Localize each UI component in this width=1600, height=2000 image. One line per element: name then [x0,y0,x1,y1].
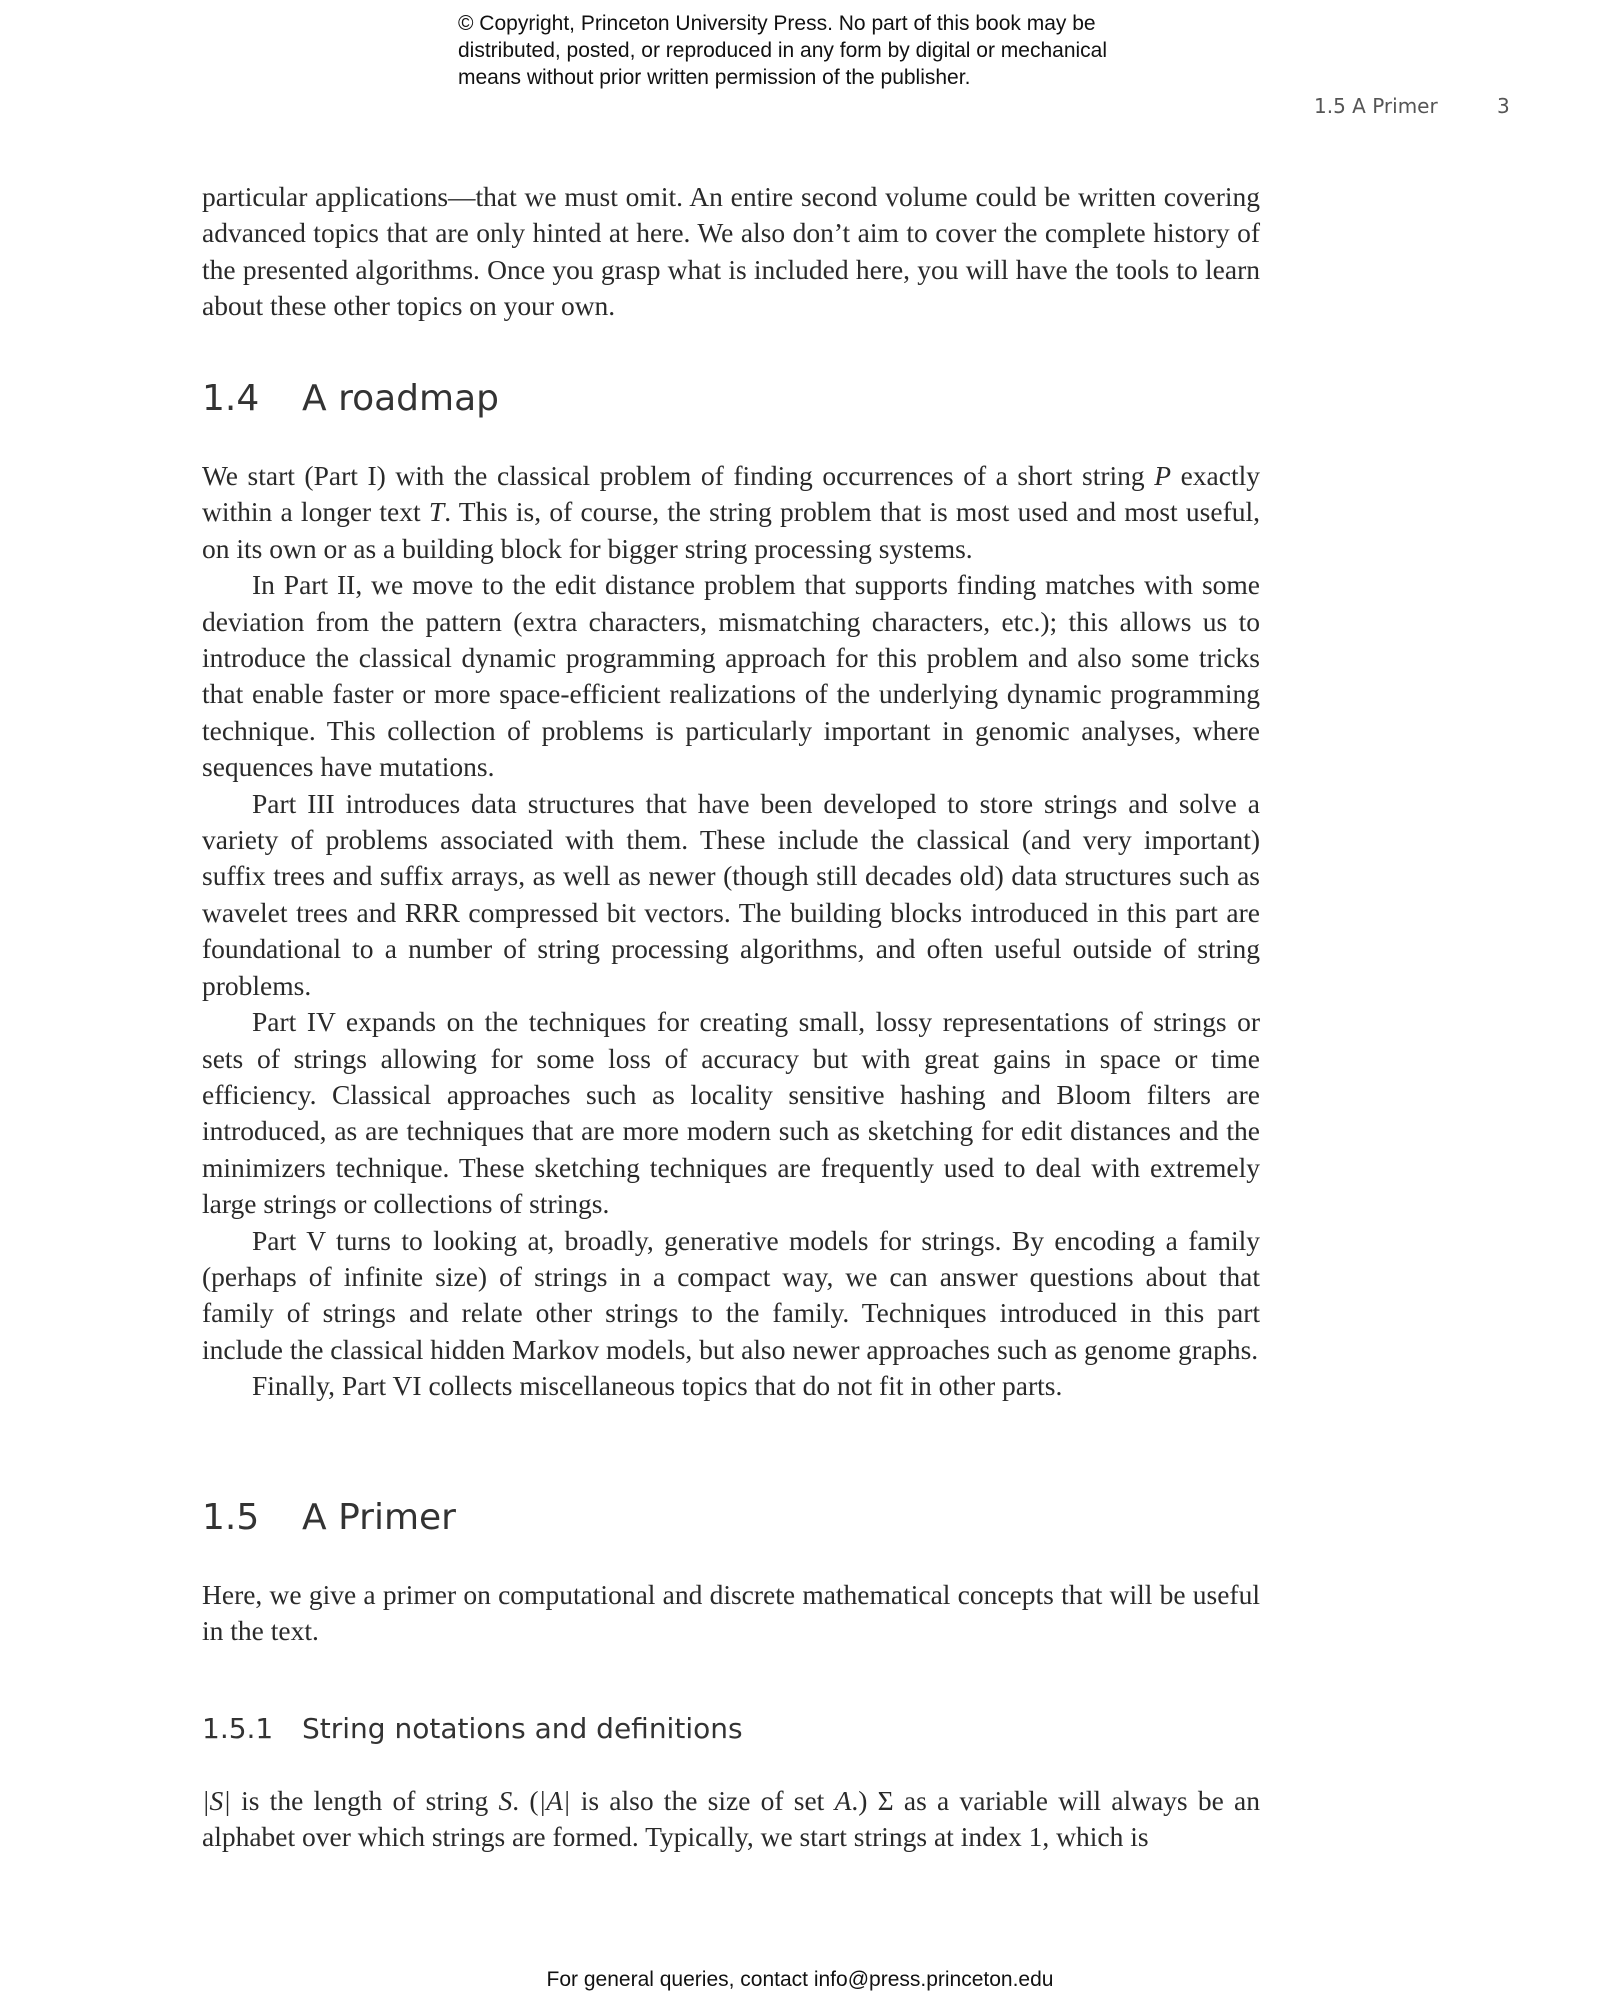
subsection-number: 1.5.1 [202,1712,274,1745]
variable-t: T [428,496,445,528]
footer-contact: For general queries, contact info@press.princeton.edu [546,1968,1054,1991]
variable-a: A [834,1785,852,1816]
section-title: A Primer [302,1497,456,1538]
intro-paragraph: particular applications—that we must omit. An entire second volume could be written covering advanced topics that are only hinted at here. We also don’t aim to cover the complete history of the presented algorithms. Once you grasp what is included here, you will have the tools to learn about these other topics on your own. [202,181,1260,322]
copyright-line: © Copyright, Princeton University Press. No part of this book may be [458,12,1096,35]
intro-block [202,179,1260,325]
subsection-title: String notations and definitions [302,1712,743,1745]
running-head-section: 1.5 A Primer [1314,94,1438,118]
variable-s: S [498,1785,513,1816]
primer-block [202,1577,1260,1650]
copyright-line: means without prior written permission of the publisher. [458,66,971,89]
text-run: We start (Part I) with the classical problem of finding occurrences of a short string [202,460,1155,491]
primer-paragraph: Here, we give a primer on computational and discrete mathematical concepts that will be useful in the text. [202,1579,1260,1647]
copyright-notice [458,10,1218,91]
section-heading-roadmap [202,378,499,419]
section-heading-primer [202,1497,456,1538]
roadmap-paragraph-3: Part III introduces data structures that have been developed to store strings and solve a variety of problems associated with them. These include the classical (and very important) suffix trees and suffix arrays, as well as newer (though still decades old) data structures such as wavelet trees and RRR compressed bit vectors. The building blocks introduced in this part are foundational to a number of string processing algorithms, and often useful outside of string problems. [202,787,1260,1001]
roadmap-block [202,458,1260,1405]
abs-a: |A| [538,1785,571,1816]
section-number: 1.5 [202,1497,260,1538]
page-number: 3 [1497,94,1510,118]
text-run: . ( [512,1785,539,1816]
roadmap-paragraph-4: Part IV expands on the techniques for creating small, lossy representations of strings or sets of strings allowing for some loss of accuracy but with great gains in space or time efficiency. Classical approaches such as locality sensitive hashing and Bloom filters are introduced, as are techniques that are more modern such as sketching for edit distances and the minimizers technique. These sketching techniques are frequently used to deal with extremely large strings or collections of strings. [202,1006,1260,1220]
text-run: exactly within a longer text [202,460,1260,528]
subsection-heading-strings [202,1712,743,1745]
roadmap-paragraph-6: Finally, Part VI collects miscellaneous topics that do not fit in other parts. [252,1370,1063,1402]
text-run: . This is, of course, the string problem that is most used and most useful, on its own or as a building block for bigger string processing systems. [202,496,1260,564]
roadmap-paragraph-5: Part V turns to looking at, broadly, generative models for strings. By encoding a family (perhaps of infinite size) of strings in a compact way, we can answer questions about that family of strings and relate other strings to the family. Techniques introduced in this part include the classical hidden Markov models, but also newer approaches such as genome graphs. [202,1224,1260,1365]
abs-s: |S| [202,1785,231,1816]
copyright-line: distributed, posted, or reproduced in any form by digital or mechanical [458,39,1108,62]
strings-paragraph [202,1783,1260,1856]
strings-block [202,1783,1260,1856]
text-run: is also the size of set [570,1785,835,1816]
roadmap-paragraph-1 [202,458,1260,567]
section-number: 1.4 [202,378,260,419]
text-run: is the length of string [230,1785,499,1816]
running-head [1240,94,1512,124]
roadmap-paragraph-2: In Part II, we move to the edit distance problem that supports finding matches with some deviation from the pattern (extra characters, mismatching characters, etc.); this allows us to introduce the classical dynamic programming approach for this problem and also some tricks that enable faster or more space-efficient realizations of the underlying dynamic programming technique. This collection of problems is particularly important in genomic analyses, where sequences have mutations. [202,569,1260,783]
variable-p: P [1154,460,1172,491]
section-title: A roadmap [302,378,499,419]
text-run: .) Σ as a variable will always be an alphabet over which strings are formed. Typically, we start strings at index 1, which is [202,1785,1261,1853]
